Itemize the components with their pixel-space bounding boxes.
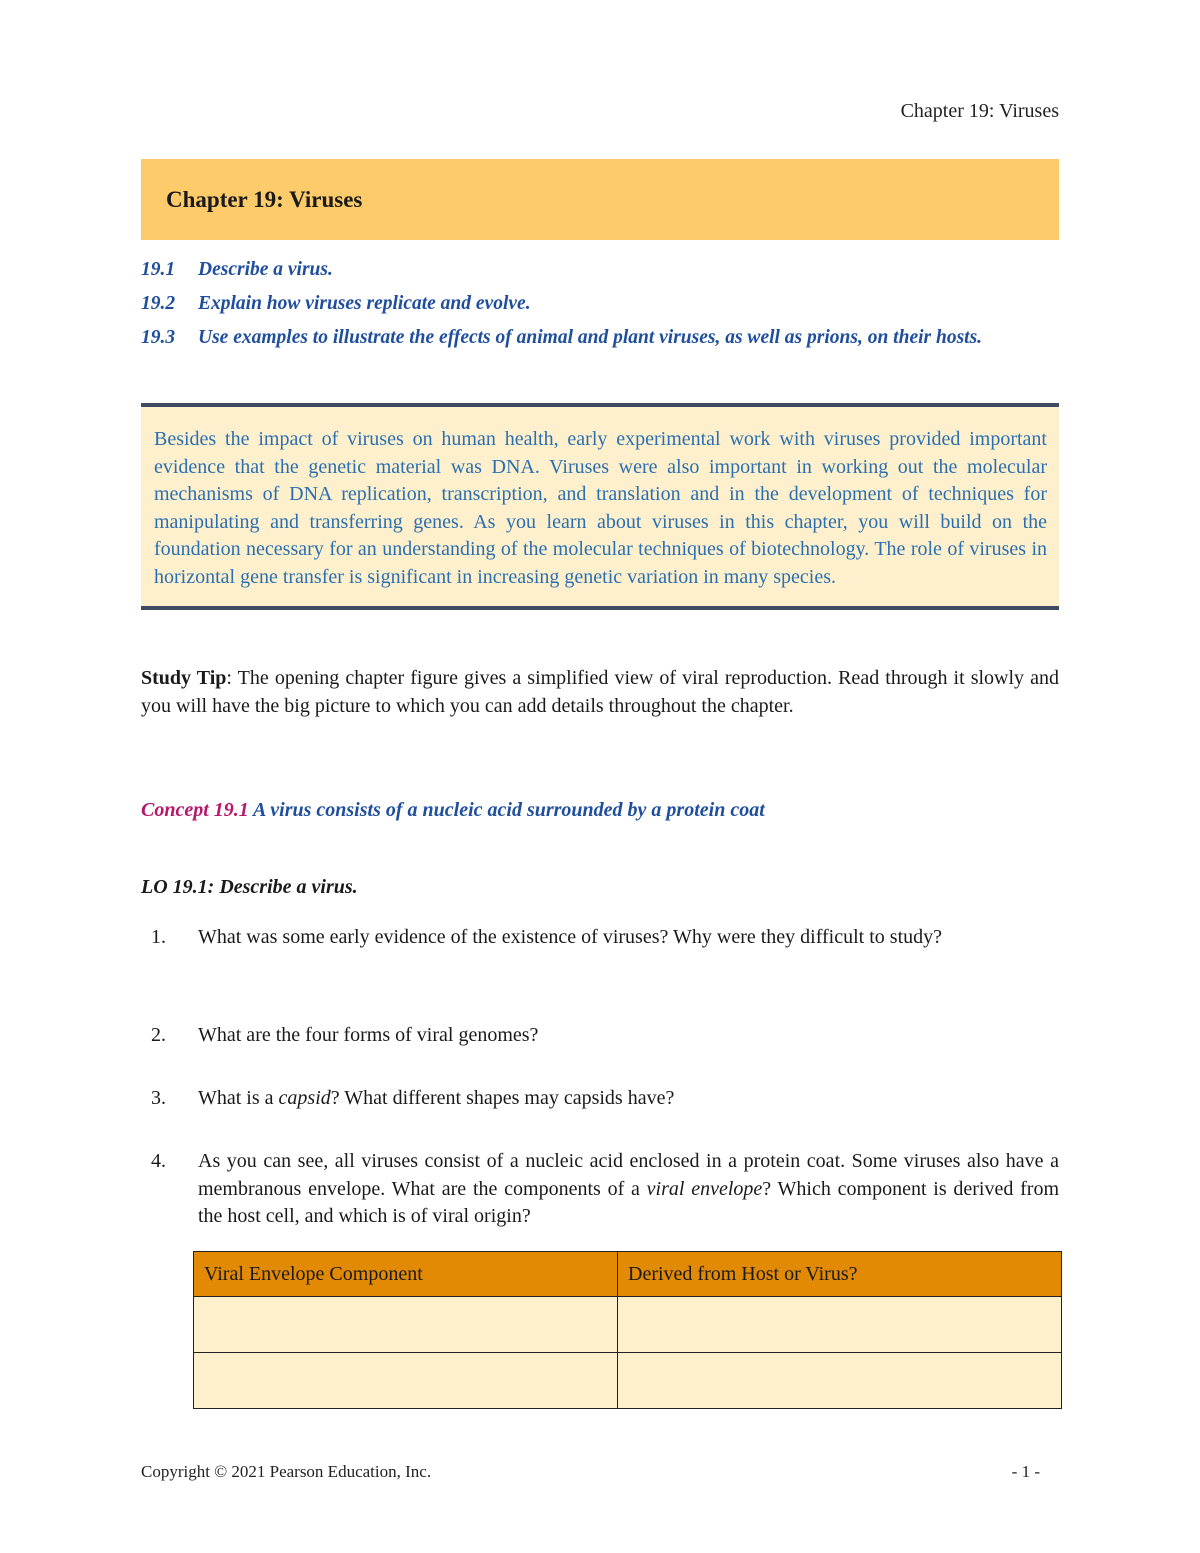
study-tip-label: Study Tip [141,667,227,689]
objective-item [141,324,1059,352]
question-item [141,1148,1059,1231]
running-head: Chapter 19: Viruses [900,100,1059,122]
table-cell-input[interactable] [194,1353,618,1409]
question-term: viral envelope [646,1177,763,1200]
table-cell-input[interactable] [194,1297,618,1353]
question-term: capsid [278,1087,331,1109]
question-text-pre: As you can see, all viruses consist of a nucleic acid enclosed in a protein coat. Some viruses also have a membranous envelope. What are the components of a [198,1150,1059,1200]
table-header-cell: Derived from Host or Virus? [618,1252,1062,1297]
table-cell-input[interactable] [618,1353,1062,1409]
study-tip [141,665,1059,720]
question-number: 1. [151,926,166,948]
question-text-post: ? What different shapes may capsids have? [330,1087,675,1109]
lo-heading: LO 19.1: Describe a virus. [141,876,358,898]
question-text [198,1085,1059,1113]
objective-text: Describe a virus. [198,259,333,280]
concept-label: Concept 19.1 [141,799,249,821]
concept-text: A virus consists of a nucleic acid surrounded by a protein coat [248,799,765,821]
footer-copyright: Copyright © 2021 Pearson Education, Inc. [141,1462,432,1481]
chapter-title: Chapter 19: Viruses [166,186,363,212]
question-text-post: ? Which component is derived from the host cell, and which is of viral origin? [198,1177,1059,1227]
question-number: 3. [151,1087,166,1109]
question-text-pre: What is a [198,1087,279,1109]
question-item [141,924,1059,952]
question-text: What was some early evidence of the existence of viruses? Why were they difficult to study? [198,926,943,948]
footer-page-number: - 1 - [1011,1462,1040,1481]
viral-envelope-table [193,1251,1062,1409]
objective-item [141,290,1059,318]
objective-text: Use examples to illustrate the effects of animal and plant viruses, as well as prions, on their hosts. [198,327,983,348]
question-text: What are the four forms of viral genomes? [198,1024,539,1046]
objective-number: 19.2 [141,293,176,314]
table-header-row [194,1252,1062,1297]
table-cell-input[interactable] [618,1297,1062,1353]
intro-box [141,403,1059,610]
objective-item [141,256,1059,284]
question-text [198,1148,1059,1231]
concept-heading [141,799,1059,822]
intro-text: Besides the impact of viruses on human health, early experimental work with viruses provided important evidence that the genetic material was DNA. Viruses were also important in working out the molecular mechanisms of DNA replication, transcription, and translation and in the development of techniques for manipulating and transferring genes. As you learn about viruses in this chapter, you will build on the foundation necessary for an understanding of the molecular techniques of biotechnology. The role of viruses in horizontal gene transfer is significant in increasing genetic variation in many species. [154,428,1047,588]
objective-text: Explain how viruses replicate and evolve. [198,293,531,314]
question-item [141,1022,1059,1050]
chapter-title-band [141,159,1059,240]
objective-number: 19.1 [141,259,176,280]
table-row [194,1297,1062,1353]
question-item [141,1085,1059,1113]
study-tip-text: : The opening chapter figure gives a simplified view of viral reproduction. Read through it slowly and you will have the big picture to which you can add details throughout the chapter. [141,667,1060,717]
learning-objectives [141,256,1059,358]
table-row [194,1353,1062,1409]
table-header-cell: Viral Envelope Component [194,1252,618,1297]
question-number: 4. [151,1150,166,1172]
question-number: 2. [151,1024,166,1046]
objective-number: 19.3 [141,327,176,348]
